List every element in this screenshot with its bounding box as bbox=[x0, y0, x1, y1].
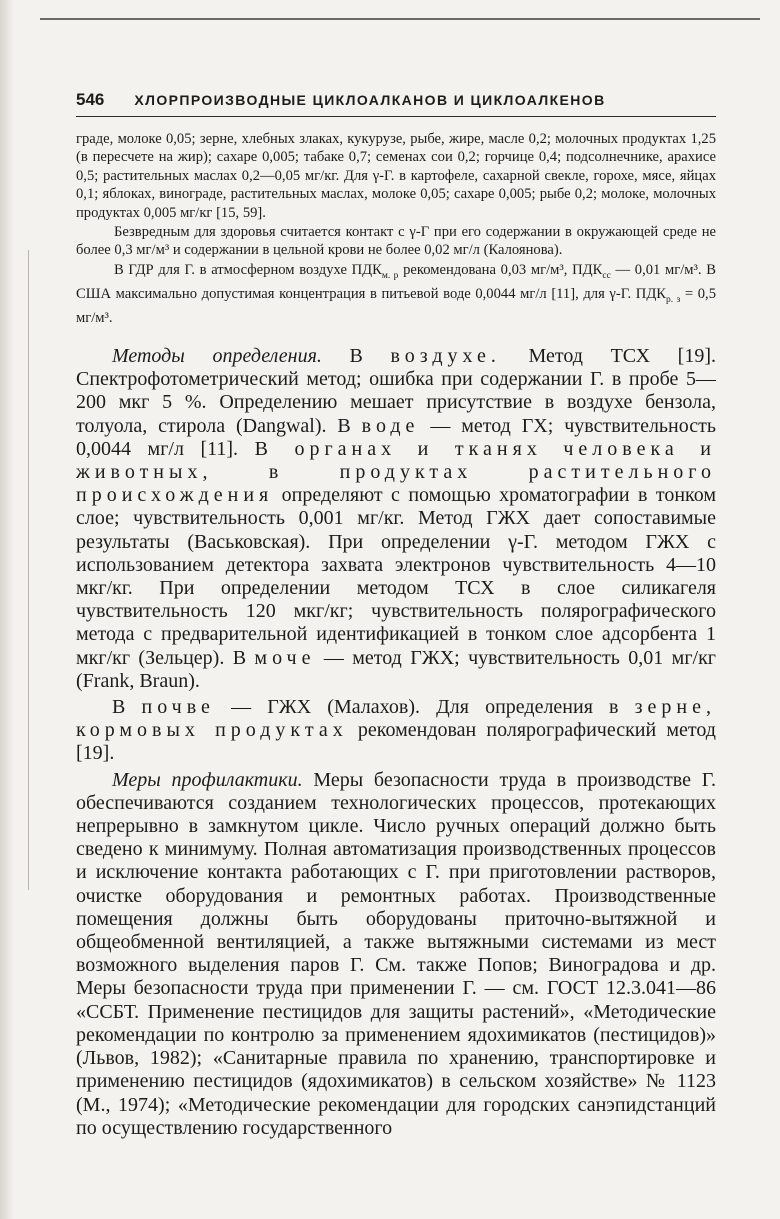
prevention-heading: Меры профилактики. bbox=[112, 768, 303, 791]
spaced-term-organs: В органах и тканях человека и животных, в продуктах растительного происхождения bbox=[76, 437, 716, 507]
main-text-block bbox=[76, 345, 716, 1140]
text-run: — ГЖХ (Малахов). Для определения в bbox=[214, 696, 635, 719]
spaced-term-water: воде bbox=[361, 414, 420, 437]
text-run: В ГДР для Г. в атмосферном воздухе ПДК bbox=[114, 261, 382, 278]
margin-line bbox=[28, 250, 29, 890]
text-run: — метод ГХ; чувствительность 0,0044 мг/л [11]. bbox=[76, 414, 716, 460]
text-run: Метод ТСХ [19]. Спектрофотометрический метод; ошибка при содержании Г. в пробе 5—200 мкг 5 %. Определению мешает присутствие в воздухе бензола, толуола, стирола (Dangwal). В bbox=[76, 345, 717, 437]
text-run: рекомендована 0,03 мг/м³, ПДК bbox=[398, 261, 603, 278]
spaced-term-grain: зерне, кормовых продуктах bbox=[76, 696, 716, 742]
methods-heading: Методы определения. bbox=[112, 345, 322, 367]
text-run: = 0,5 мг/м³. bbox=[76, 286, 716, 327]
page-number: 546 bbox=[76, 90, 105, 109]
subscript: р. з bbox=[666, 295, 681, 306]
text-run: В bbox=[321, 345, 391, 367]
page-header bbox=[76, 90, 716, 117]
text-run: Меры безопасности труда в производстве Г. обеспечиваются созданием технологических процессов, протекающих непрерывно в замкнутом цикле. Число ручных операций должно быть сведено к минимуму. Полная автоматизация производственных процессов и исключение контакта работающих с Г. при приготовлении растворов, очистке оборудования и ремонтных работах. Производственные помещения должны быть оборудованы приточно-вытяжной и общеобменной вентиляцией, а также вытяжными системами из мест возможного выделения паров Г. См. также Попов; Виноградова и др. Меры безопасности труда при применении Г. — см. ГОСТ 12.3.041—86 «ССБТ. Применение пестицидов для защиты растений», «Методические рекомендации по контролю за применением ядохимикатов (пестицидов)» (Львов, 1982); «Санитарные правила по хранению, транспортировке и применению пестицидов (ядохимикатов) в сельском хозяйстве» № 1123 (М., 1974); «Методические рекомендации для городских санэпидстанций по осуществлению государственного bbox=[76, 768, 716, 1139]
text-run: В bbox=[112, 696, 142, 719]
text-run: рекомендован полярографический метод [19]. bbox=[76, 719, 716, 765]
small-print-block bbox=[76, 130, 716, 328]
text-run: определяют с помощью хроматографии в тонком слое; чувствительность 0,001 мг/кг. Метод ГЖХ дает сопоставимые результаты (Васьковская). При определении γ-Г. методом ГЖХ с использованием детектора захвата электронов чувствительность 4—10 мкг/кг. При определении методом ТСХ в слое силикагеля чувствительность 120 мкг/кг; чувствительность полярографического метода с предварительной идентификацией в тонком слое адсорбента 1 мкг/кг (Зельцер). В bbox=[76, 484, 716, 669]
soil-paragraph bbox=[76, 696, 716, 766]
subscript: м. р bbox=[381, 270, 399, 281]
spaced-term-soil: почве bbox=[141, 696, 215, 719]
top-edge-rule bbox=[40, 18, 760, 20]
spaced-term-urine: моче bbox=[254, 646, 316, 669]
text-run: — метод ГЖХ; чувствительность 0,01 мг/кг (Frank, Braun). bbox=[76, 646, 716, 692]
small-paragraph-1: граде, молоке 0,05; зерне, хлебных злаках, кукурузе, рыбе, жире, масле 0,2; молочных продуктах 1,25 (в пересчете на жир); сахаре 0,005; табаке 0,7; семенах сои 0,2; горчице 0,4; подсолнечнике, арахисе 0,5; растительных маслах 0,2—0,05 мг/кг. Для γ-Г. в картофеле, сахарной свекле, горохе, мясе, яйцах 0,1; яблоках, винограде, растительных маслах, молоке 0,05; сахаре 0,005; рыбе 0,2; молоке, молочных продуктах 0,005 мг/кг [15, 59]. bbox=[76, 131, 716, 221]
text-run: — 0,01 мг/м³. В США максимально допустимая концентрация в питьевой воде 0,0044 мг/л [11], для γ-Г. ПДК bbox=[76, 261, 716, 303]
small-paragraph-3 bbox=[76, 261, 716, 328]
small-paragraph-2: Безвредным для здоровья считается контакт с γ-Г при его содержании в окружающей среде не более 0,3 мг/м³ и содержании в цельной крови не более 0,02 мг/л (Калоянова). bbox=[76, 224, 716, 259]
page-spine-shadow bbox=[0, 0, 14, 1219]
subscript: сс bbox=[602, 270, 611, 281]
methods-paragraph bbox=[76, 345, 716, 693]
running-title: ХЛОРПРОИЗВОДНЫЕ ЦИКЛОАЛКАНОВ И ЦИКЛОАЛКЕНОВ bbox=[134, 92, 606, 108]
spaced-term-air: воздухе. bbox=[390, 345, 501, 367]
prevention-paragraph bbox=[76, 769, 716, 1140]
